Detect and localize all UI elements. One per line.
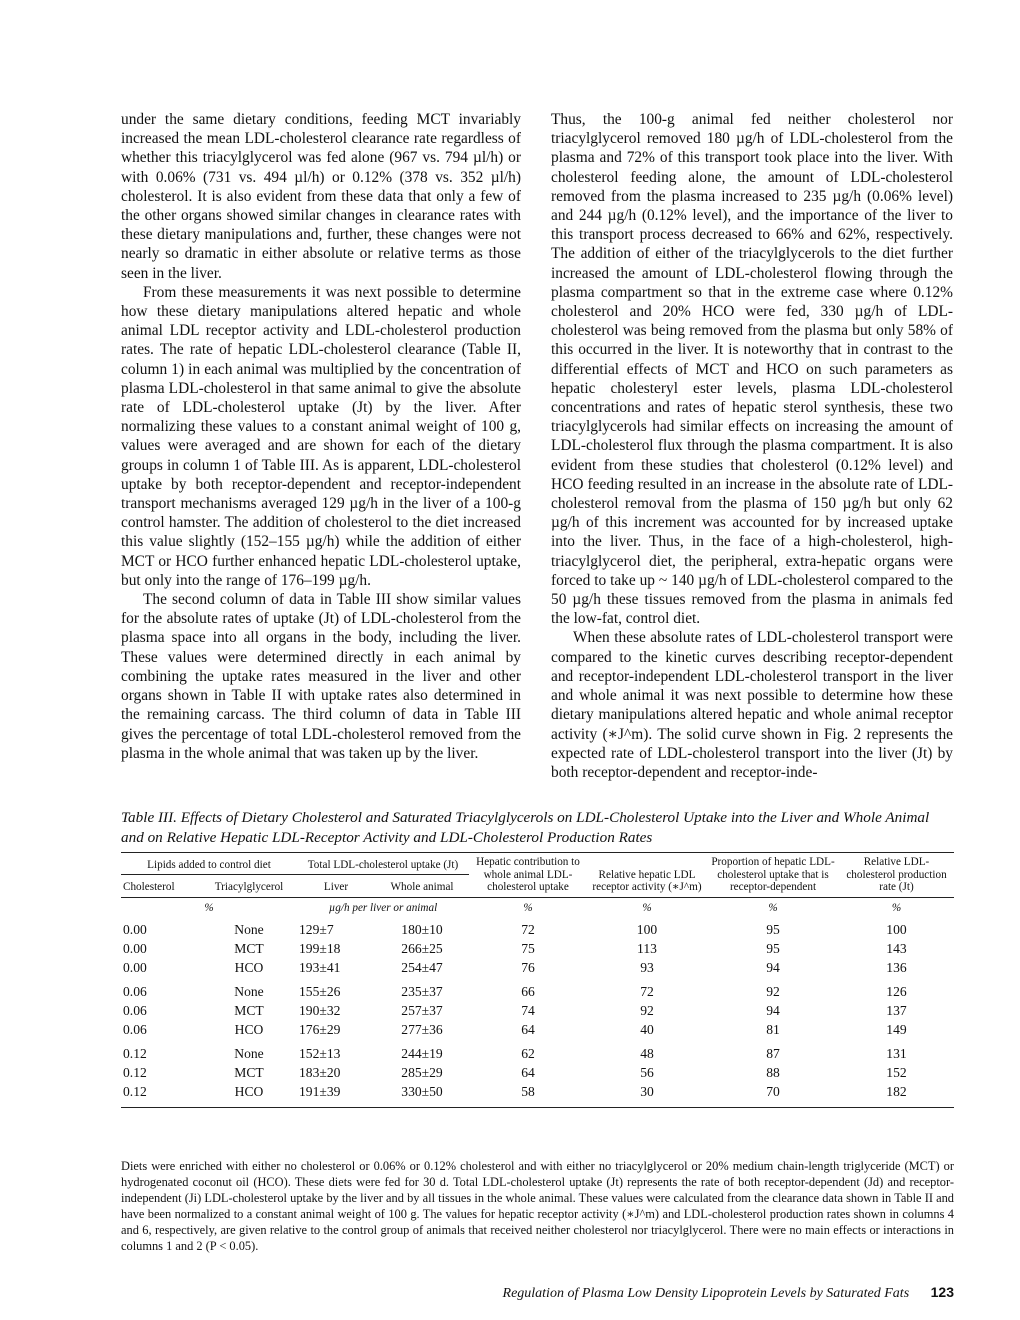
paragraph: under the same dietary conditions, feeding MCT invariably increased the mean LDL-cholesterol clearance rate regardless of whether this triacylglycerol was fed alone (967 vs. 794 µl/h) or with 0.06% (731 vs. 494 µl/h) or 0.12% (378 vs. 352 µl/h) cholesterol. It is also evident from these data that only a few of the other organs showed similar changes in clearance rates with these dietary manipulations and, further, these changes were not nearly so dramatic in either absolute or relative terms as those seen in the liver. (121, 111, 521, 282)
table-row (121, 1001, 954, 1020)
cell-whole-animal: 257±37 (401, 1002, 443, 1018)
cell-liver: 183±20 (299, 1064, 341, 1080)
cell-receptor: 113 (637, 940, 657, 956)
paragraph: When these absolute rates of LDL-cholesterol transport were compared to the kinetic curves describing receptor-dependent and receptor-independent LDL-cholesterol transport in the liver and whole animal it was next possible to determine how these dietary manipulations altered hepatic and whole animal receptor activity (∗J^m). The solid curve shown in Fig. 2 represents the expected rate of LDL-cholesterol transport into the liver (Jt) by both receptor-dependent and receptor-inde- (551, 629, 953, 781)
header-production: Relative LDL-cholesterol production rate (Jt) (846, 856, 947, 893)
unit-receptor: % (642, 902, 652, 914)
cell-triacylglycerol: None (234, 921, 264, 937)
cell-production: 131 (886, 1045, 907, 1061)
cell-whole-animal: 285±29 (401, 1064, 443, 1080)
table-row (121, 939, 954, 958)
header-liver: Liver (323, 881, 349, 893)
table-row (121, 1020, 954, 1039)
header-hepatic-contribution: Hepatic contribution to whole animal LDL-cholesterol uptake (476, 856, 580, 893)
cell-proportion: 92 (766, 983, 780, 999)
cell-receptor: 92 (640, 1002, 654, 1018)
table-row (121, 982, 954, 1001)
cell-hepatic: 75 (521, 940, 535, 956)
table-footnote: Diets were enriched with either no cholesterol or 0.06% or 0.12% cholesterol and with either no triacylglycerol or 20% medium chain-length triglyceride (MCT) or hydrogenated coconut oil (HCO). These diets were fed for 30 d. Total LDL-cholesterol uptake (Jt) represents the rate of both receptor-dependent (Jd) and receptor-independent (Ji) LDL-cholesterol uptake by the liver and by all tissues in the whole animal. These values were calculated from the clearance data shown in Table II and have been normalized to a constant animal weight of 100 g. The values for hepatic receptor activity (∗J^m) and LDL-cholesterol production rates shown in columns 4 and 6, respectively, are given relative to the control group of animals that received neither cholesterol nor triacylglycerol. There were no main effects or interactions in columns 1 and 2 (P < 0.05). (121, 1159, 954, 1253)
cell-receptor: 72 (640, 983, 654, 999)
cell-receptor: 30 (640, 1083, 654, 1099)
cell-cholesterol: 0.00 (123, 959, 147, 975)
table-caption: Table III. Effects of Dietary Cholesterol and Saturated Triacylglycerols on LDL-Cholesterol Uptake into the Liver and Whole Animal and on Relative Hepatic LDL-Receptor Activity and LDL-Cholesterol Production Rates (121, 809, 930, 846)
cell-proportion: 81 (766, 1021, 780, 1037)
cell-hepatic: 66 (521, 983, 535, 999)
unit-hepatic: % (523, 902, 533, 914)
cell-cholesterol: 0.12 (123, 1083, 147, 1099)
cell-liver: 155±26 (299, 983, 341, 999)
cell-whole-animal: 266±25 (401, 940, 443, 956)
cell-receptor: 48 (640, 1045, 654, 1061)
unit-lipids: % (204, 902, 214, 914)
cell-cholesterol: 0.00 (123, 940, 147, 956)
cell-liver: 129±7 (299, 921, 334, 937)
cell-hepatic: 64 (521, 1064, 535, 1080)
cell-whole-animal: 235±37 (401, 983, 443, 999)
table-row (121, 1063, 954, 1082)
cell-cholesterol: 0.06 (123, 1002, 147, 1018)
running-title: Regulation of Plasma Low Density Lipoprotein Levels by Saturated Fats (502, 1286, 910, 1301)
cell-triacylglycerol: None (234, 983, 264, 999)
cell-production: 136 (886, 959, 907, 975)
cell-liver: 190±32 (299, 1002, 341, 1018)
table-row (121, 1082, 954, 1101)
cell-proportion: 95 (766, 921, 780, 937)
paragraph: From these measurements it was next possible to determine how these dietary manipulations altered hepatic and whole animal LDL receptor activity and LDL-cholesterol production rates. The rate of hepatic LDL-cholesterol clearance (Table II, column 1) in each animal was multiplied by the concentration of plasma LDL-cholesterol in that same animal to give the absolute rate of LDL-cholesterol uptake (Jt) by the liver. After normalizing these values to a constant animal weight of 100 g, values were averaged and are shown for each of the dietary groups in column 1 of Table III. As is apparent, LDL-cholesterol uptake by both receptor-dependent and receptor-independent transport mechanisms averaged 129 µg/h in the liver of a 100-g control hamster. The addition of cholesterol to the diet increased this value slightly (152–155 µg/h) while the addition of either MCT or HCO further enhanced hepatic LDL-cholesterol uptake, but only into the range of 176–199 µg/h. (121, 283, 521, 589)
cell-cholesterol: 0.06 (123, 983, 147, 999)
cell-production: 152 (886, 1064, 907, 1080)
cell-production: 126 (886, 983, 907, 999)
cell-liver: 193±41 (299, 959, 341, 975)
cell-liver: 199±18 (299, 940, 341, 956)
table-row (121, 1044, 954, 1063)
page-footer (480, 1284, 954, 1302)
header-lipids-group: Lipids added to control diet (121, 853, 297, 875)
header-relative-receptor: Relative hepatic LDL receptor activity (∗J^m) (592, 868, 702, 893)
cell-triacylglycerol: None (234, 1045, 264, 1061)
unit-uptake: µg/h per liver or animal (328, 902, 438, 914)
cell-production: 182 (886, 1083, 907, 1099)
unit-proportion: % (768, 902, 778, 914)
right-text-column (551, 110, 953, 782)
cell-whole-animal: 180±10 (401, 921, 443, 937)
cell-whole-animal: 277±36 (401, 1021, 443, 1037)
table-row (121, 958, 954, 977)
cell-cholesterol: 0.06 (123, 1021, 147, 1037)
header-proportion: Proportion of hepatic LDL-cholesterol uptake that is receptor-dependent (711, 856, 835, 893)
cell-proportion: 88 (766, 1064, 780, 1080)
header-uptake-group: Total LDL-cholesterol uptake (Jt) (297, 853, 469, 875)
cell-triacylglycerol: MCT (234, 940, 264, 956)
cell-hepatic: 64 (521, 1021, 535, 1037)
cell-proportion: 70 (766, 1083, 780, 1099)
cell-cholesterol: 0.12 (123, 1064, 147, 1080)
cell-cholesterol: 0.00 (123, 921, 147, 937)
cell-triacylglycerol: MCT (234, 1002, 264, 1018)
cell-liver: 191±39 (299, 1083, 341, 1099)
cell-receptor: 56 (640, 1064, 654, 1080)
table-bottom-rule (121, 1107, 954, 1108)
left-text-column (121, 110, 521, 763)
page-number: 123 (930, 1284, 954, 1300)
cell-production: 143 (886, 940, 907, 956)
table-row (121, 920, 954, 939)
cell-whole-animal: 244±19 (401, 1045, 443, 1061)
cell-cholesterol: 0.12 (123, 1045, 147, 1061)
cell-triacylglycerol: HCO (234, 1083, 264, 1099)
cell-whole-animal: 254±47 (401, 959, 443, 975)
unit-production: % (891, 902, 902, 914)
cell-production: 149 (886, 1021, 907, 1037)
paragraph: The second column of data in Table III show similar values for the absolute rates of uptake (Jt) of LDL-cholesterol from the plasma space into all organs in the body, including the liver. These values were determined directly in each animal by combining the uptake rates measured in the liver and other organs shown in Table II with uptake rates also determined in the remaining carcass. The third column of data in Table III gives the percentage of total LDL-cholesterol removed from the plasma in the whole animal that was taken up by the liver. (121, 591, 521, 762)
cell-receptor: 100 (636, 921, 658, 937)
cell-receptor: 40 (640, 1021, 654, 1037)
cell-proportion: 95 (766, 940, 780, 956)
header-cholesterol: Cholesterol (123, 881, 175, 893)
cell-production: 100 (886, 921, 907, 937)
paragraph: Thus, the 100-g animal fed neither cholesterol nor triacylglycerol removed 180 µg/h of LDL-cholesterol from the plasma and 72% of this transport took place into the liver. With cholesterol feeding alone, the amount of LDL-cholesterol removed from the plasma increased to 235 µg/h (0.06% level) and 244 µg/h (0.12% level), and the importance of the liver to this transport process decreased to 66% and 62%, respectively. The addition of either of the triacylglycerols to the diet further increased the amount of LDL-cholesterol flowing through the plasma compartment so that in the extreme case where 0.12% cholesterol and 20% HCO were fed, 330 µg/h of LDL-cholesterol was being removed from the plasma but only 58% of this occurred in the liver. It is noteworthy that in contrast to the differential effects of MCT and HCO on such parameters as hepatic cholesteryl ester levels, plasma LDL-cholesterol concentrations and rates of hepatic sterol synthesis, these two triacylglycerols had similar effects on increasing the amount of LDL-cholesterol flux through the plasma compartment. It is also evident from these studies that cholesterol (0.12% level) and HCO feeding resulted in an increase in the absolute rate of LDL-cholesterol removal from the plasma of 150 µg/h but only 62 µg/h of this increment was accounted for by increased uptake into the liver. Thus, in the face of a high-cholesterol, high-triacylglycerol diet, the peripheral, extra-hepatic organs were forced to take up ~ 140 µg/h of LDL-cholesterol compared to the 50 µg/h these tissues removed from the plasma in animals fed the low-fat, control diet. (551, 111, 953, 628)
cell-whole-animal: 330±50 (401, 1083, 443, 1099)
data-table (121, 853, 954, 1101)
cell-proportion: 87 (766, 1045, 780, 1061)
cell-triacylglycerol: HCO (234, 959, 264, 975)
cell-liver: 176±29 (299, 1021, 341, 1037)
cell-proportion: 94 (766, 959, 780, 975)
cell-hepatic: 72 (521, 921, 535, 937)
cell-triacylglycerol: MCT (234, 1064, 264, 1080)
cell-receptor: 93 (640, 959, 654, 975)
cell-hepatic: 76 (521, 959, 535, 975)
cell-hepatic: 62 (521, 1045, 535, 1061)
cell-proportion: 94 (766, 1002, 780, 1018)
cell-triacylglycerol: HCO (234, 1021, 264, 1037)
header-triacylglycerol: Triacylglycerol (214, 881, 284, 893)
data-table-container (121, 852, 954, 1108)
cell-liver: 152±13 (299, 1045, 341, 1061)
cell-production: 137 (886, 1002, 907, 1018)
cell-hepatic: 58 (521, 1083, 535, 1099)
header-whole-animal: Whole animal (390, 881, 454, 893)
cell-hepatic: 74 (521, 1002, 535, 1018)
